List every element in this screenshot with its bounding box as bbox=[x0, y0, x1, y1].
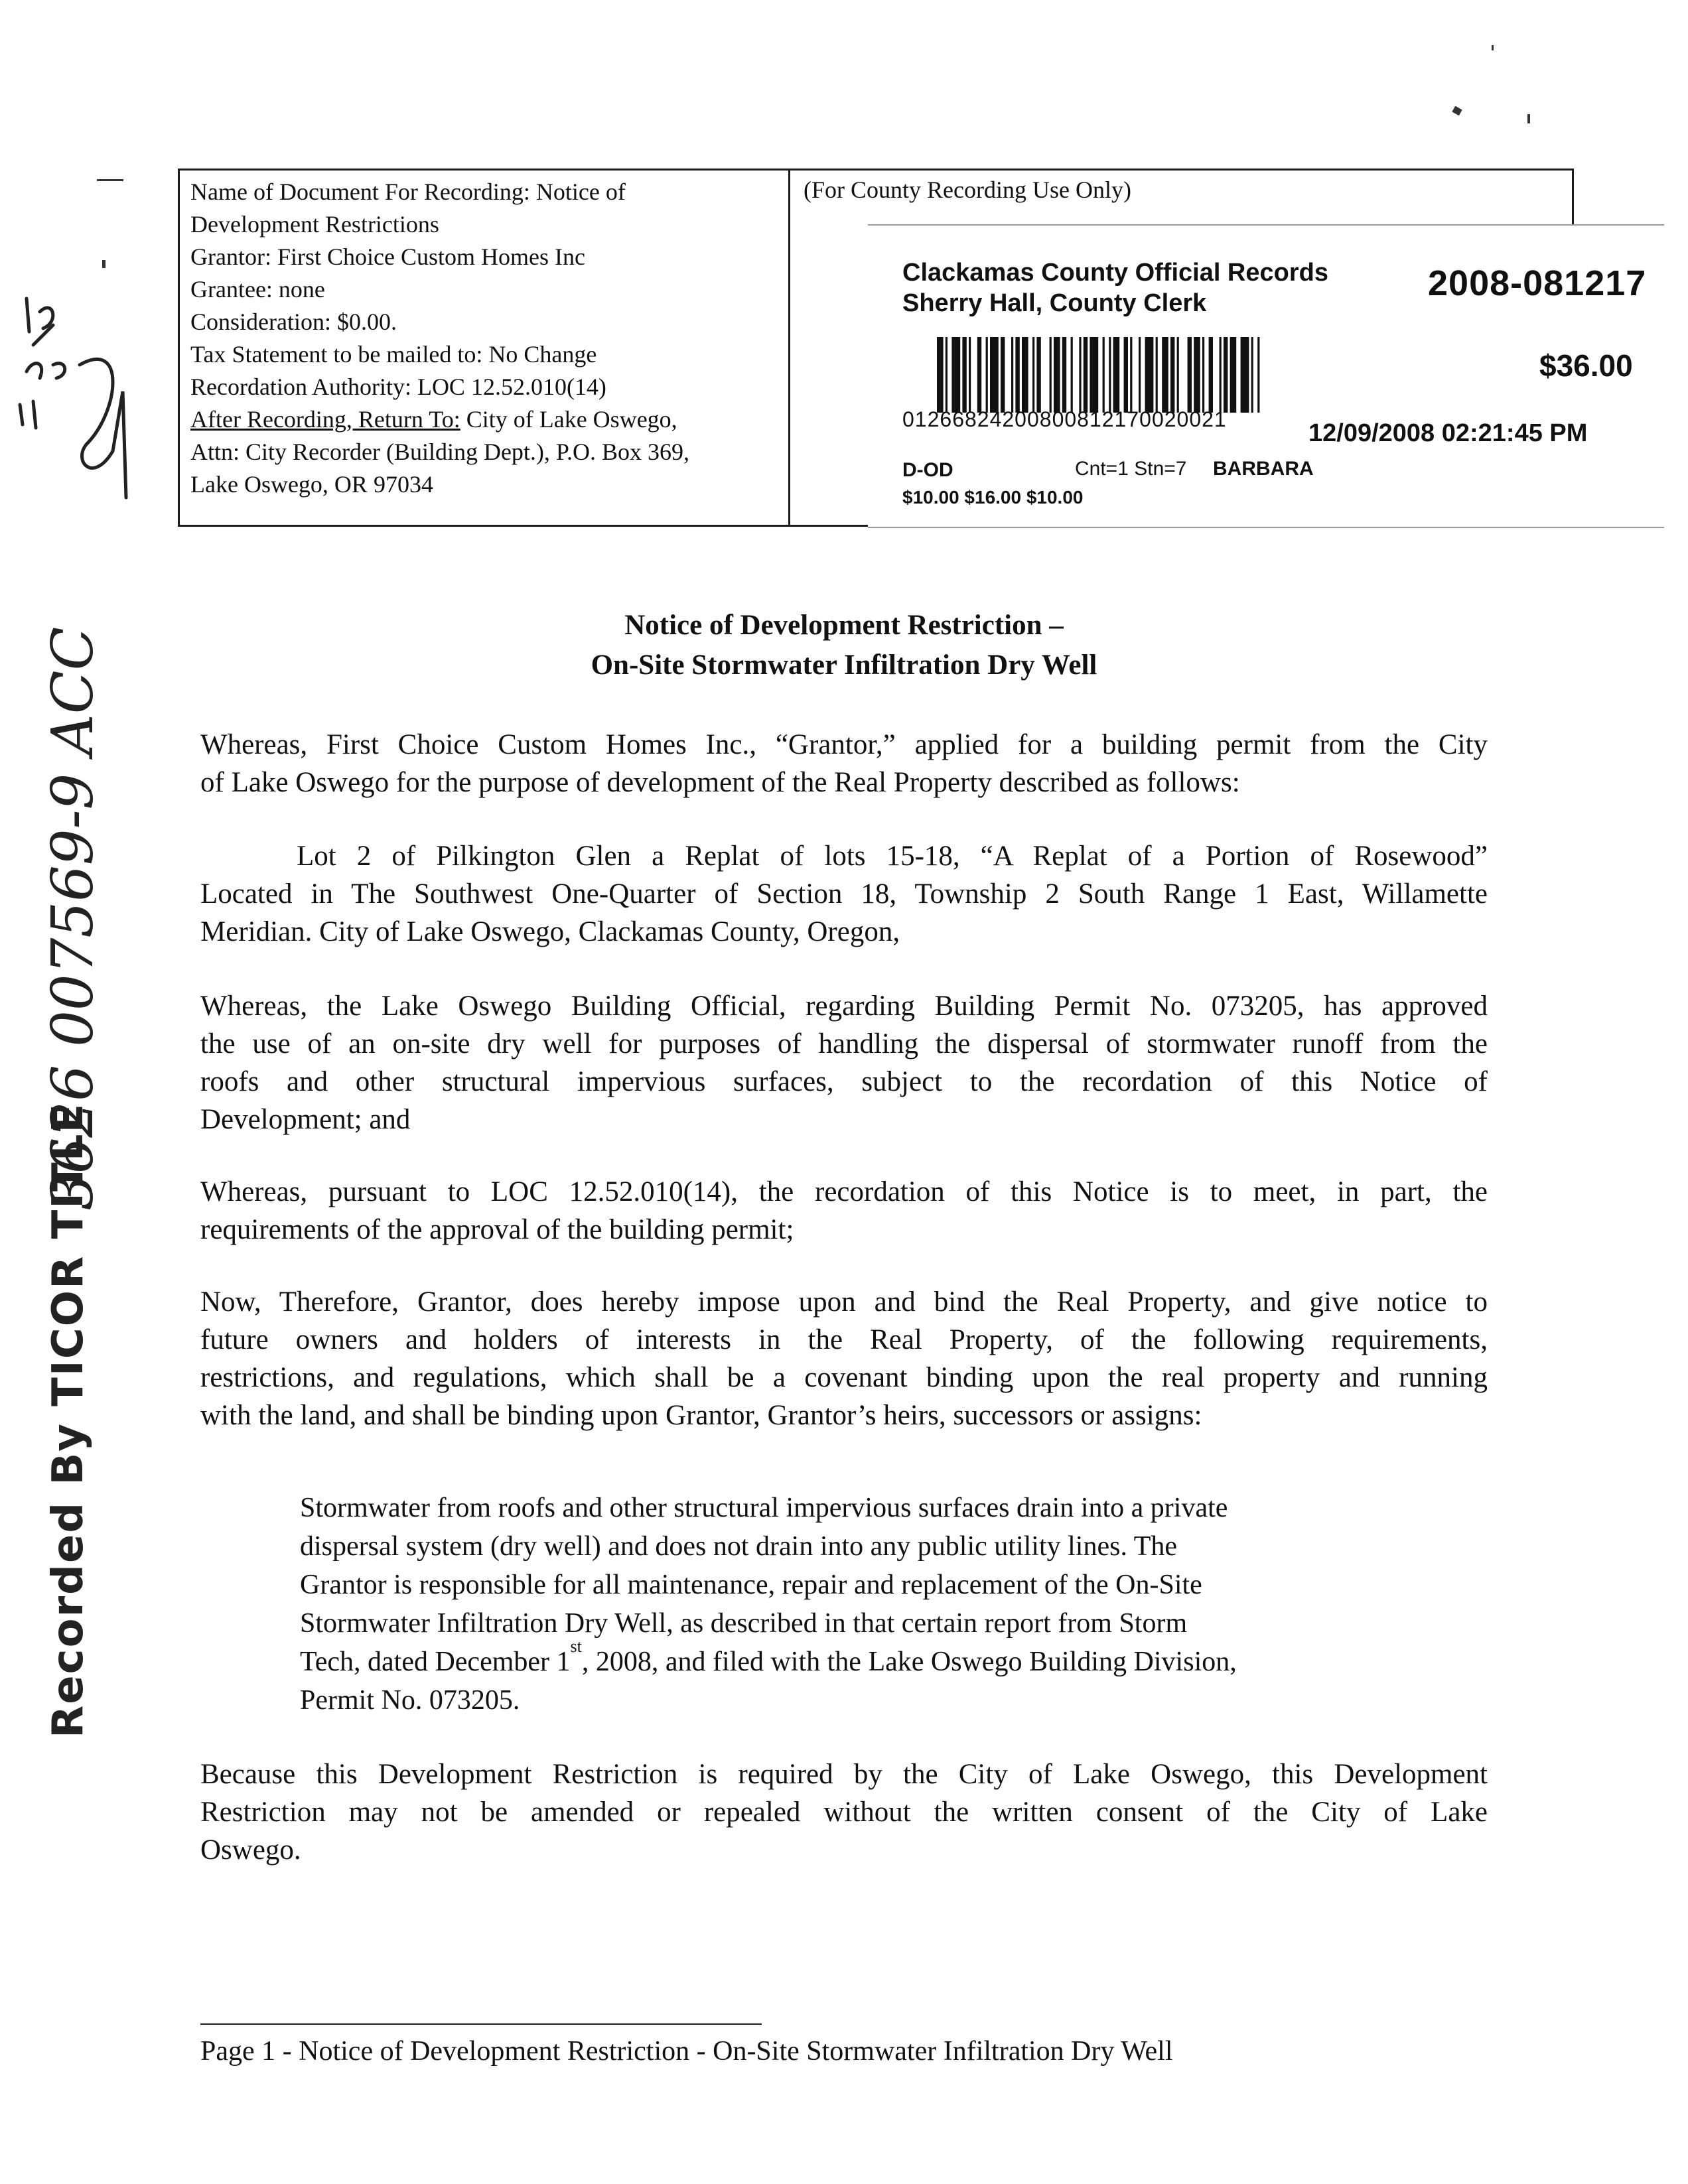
paragraph-line: of Lake Oswego for the purpose of development of the Real Property described as follows: bbox=[200, 767, 1240, 798]
quote-line: Stormwater from roofs and other structural impervious surfaces drain into a private bbox=[300, 1493, 1228, 1523]
recording-info-line: Grantor: First Choice Custom Homes Inc bbox=[190, 243, 585, 270]
paragraph-line: Because this Development Restriction is required by the City of Lake Oswego, this Development bbox=[200, 1759, 1488, 1790]
paragraph-line: Meridian. City of Lake Oswego, Clackamas County, Oregon, bbox=[200, 916, 900, 947]
scan-speck bbox=[97, 179, 123, 181]
paragraph-line: the use of an on-site dry well for purposes of handling the dispersal of stormwater runoff from the bbox=[200, 1028, 1488, 1059]
because-paragraph bbox=[200, 1755, 1488, 1869]
paragraph-line: Development; and bbox=[200, 1104, 411, 1135]
paragraph-line: with the land, and shall be binding upon Grantor, Grantor’s heirs, successors or assigns: bbox=[200, 1400, 1202, 1431]
county-use-label: (For County Recording Use Only) bbox=[804, 176, 1131, 203]
paragraph-line: Oswego. bbox=[200, 1834, 301, 1866]
paragraph-line: Located in The Southwest One-Quarter of Section 18, Township 2 South Range 1 East, Willamette bbox=[200, 878, 1488, 910]
clerk-initials: BARBARA bbox=[1213, 458, 1314, 480]
paragraph-line: Lot 2 of Pilkington Glen a Replat of lots 15-18, “A Replat of a Portion of Rosewood” bbox=[297, 841, 1488, 872]
quote-line: Grantor is responsible for all maintenance, repair and replacement of the On-Site bbox=[300, 1570, 1202, 1600]
page-footer: Page 1 - Notice of Development Restriction - On-Site Stormwater Infiltration Dry Well bbox=[200, 2036, 1173, 2067]
stormwater-requirement-block bbox=[300, 1489, 1237, 1720]
recording-info-line: Consideration: $0.00. bbox=[190, 308, 397, 335]
quote-text: Tech, dated December 1 bbox=[300, 1647, 571, 1677]
return-to-label: After Recording, Return To: bbox=[190, 406, 460, 433]
whereas-building-official-paragraph bbox=[200, 987, 1488, 1138]
recording-info-line: Grantee: none bbox=[190, 276, 325, 303]
paragraph-line: Restriction may not be amended or repealed without the written consent of the City of Lake bbox=[200, 1797, 1488, 1828]
document-title-line-1: Notice of Development Restriction – bbox=[624, 610, 1064, 641]
whereas-loc-paragraph bbox=[200, 1173, 1488, 1249]
paragraph-line: Whereas, First Choice Custom Homes Inc., “Grantor,” applied for a building permit from the City bbox=[200, 729, 1488, 760]
return-to-line: Attn: City Recorder (Building Dept.), P.O. Box 369, bbox=[190, 439, 689, 465]
paragraph-line: restrictions, and regulations, which shall be a covenant binding upon the real property and running bbox=[200, 1362, 1488, 1393]
barcode-icon bbox=[937, 337, 1454, 413]
scan-speck bbox=[102, 260, 106, 268]
quote-line: Stormwater Infiltration Dry Well, as described in that certain report from Storm bbox=[300, 1608, 1188, 1639]
scan-speck bbox=[1452, 106, 1462, 116]
return-to-line: Lake Oswego, OR 97034 bbox=[190, 471, 433, 498]
quote-line: dispersal system (dry well) and does not drain into any public utility lines. The bbox=[300, 1531, 1177, 1562]
quote-text: , 2008, and filed with the Lake Oswego Building Division, bbox=[581, 1647, 1237, 1677]
now-therefore-paragraph bbox=[200, 1283, 1488, 1434]
legal-description-paragraph bbox=[200, 837, 1488, 951]
scan-speck bbox=[1527, 114, 1530, 123]
recording-info-line: Name of Document For Recording: Notice of bbox=[190, 178, 626, 205]
recording-info-line: Development Restrictions bbox=[190, 211, 439, 238]
handwritten-order-number: 3626 007569-9 ACC bbox=[40, 626, 106, 1210]
record-number: 2008-081217 bbox=[1428, 263, 1647, 303]
handwritten-note-icon bbox=[7, 285, 139, 511]
barcode-number: 01266824200800812170020021 bbox=[902, 407, 1227, 431]
scan-speck bbox=[1492, 45, 1494, 50]
recording-info-line: Tax Statement to be mailed to: No Change bbox=[190, 341, 597, 368]
county-clerk-name: Sherry Hall, County Clerk bbox=[902, 289, 1207, 317]
recorded-by-stamp: Recorded By TICOR TITLE bbox=[44, 1102, 93, 1738]
quote-line bbox=[300, 1637, 1237, 1681]
document-type-code: D-OD bbox=[902, 459, 953, 481]
paragraph-line: Whereas, pursuant to LOC 12.52.010(14), the recordation of this Notice is to meet, in part, the bbox=[200, 1176, 1488, 1207]
recording-info-line: Recordation Authority: LOC 12.52.010(14) bbox=[190, 374, 606, 400]
footer-rule bbox=[200, 2023, 762, 2025]
return-to-value: City of Lake Oswego, bbox=[460, 406, 677, 433]
recording-datetime: 12/09/2008 02:21:45 PM bbox=[1308, 419, 1588, 447]
fee-breakdown: $10.00 $16.00 $10.00 bbox=[902, 487, 1084, 508]
whereas-grantor-paragraph bbox=[200, 726, 1488, 801]
county-office bbox=[902, 257, 1328, 318]
paragraph-line: requirements of the approval of the building permit; bbox=[200, 1214, 794, 1245]
recording-fee: $36.00 bbox=[1539, 348, 1633, 383]
return-to-line bbox=[190, 403, 778, 436]
recording-info-cell bbox=[180, 171, 790, 525]
count-station: Cnt=1 Stn=7 bbox=[1075, 458, 1187, 480]
quote-line: Permit No. 073205. bbox=[300, 1685, 520, 1716]
county-recording-label bbox=[868, 224, 1664, 528]
document-title-line-2: On-Site Stormwater Infiltration Dry Well bbox=[591, 649, 1097, 681]
paragraph-line: roofs and other structural impervious surfaces, subject to the recordation of this Notice of bbox=[200, 1066, 1488, 1097]
ordinal-suffix: st bbox=[570, 1637, 582, 1656]
paragraph-line: Whereas, the Lake Oswego Building Official, regarding Building Permit No. 073205, has approved bbox=[200, 990, 1488, 1022]
paragraph-line: Now, Therefore, Grantor, does hereby impose upon and bind the Real Property, and give notice to bbox=[200, 1286, 1488, 1318]
county-office-name: Clackamas County Official Records bbox=[902, 259, 1328, 287]
paragraph-line: future owners and holders of interests in the Real Property, of the following requirements, bbox=[200, 1324, 1488, 1355]
